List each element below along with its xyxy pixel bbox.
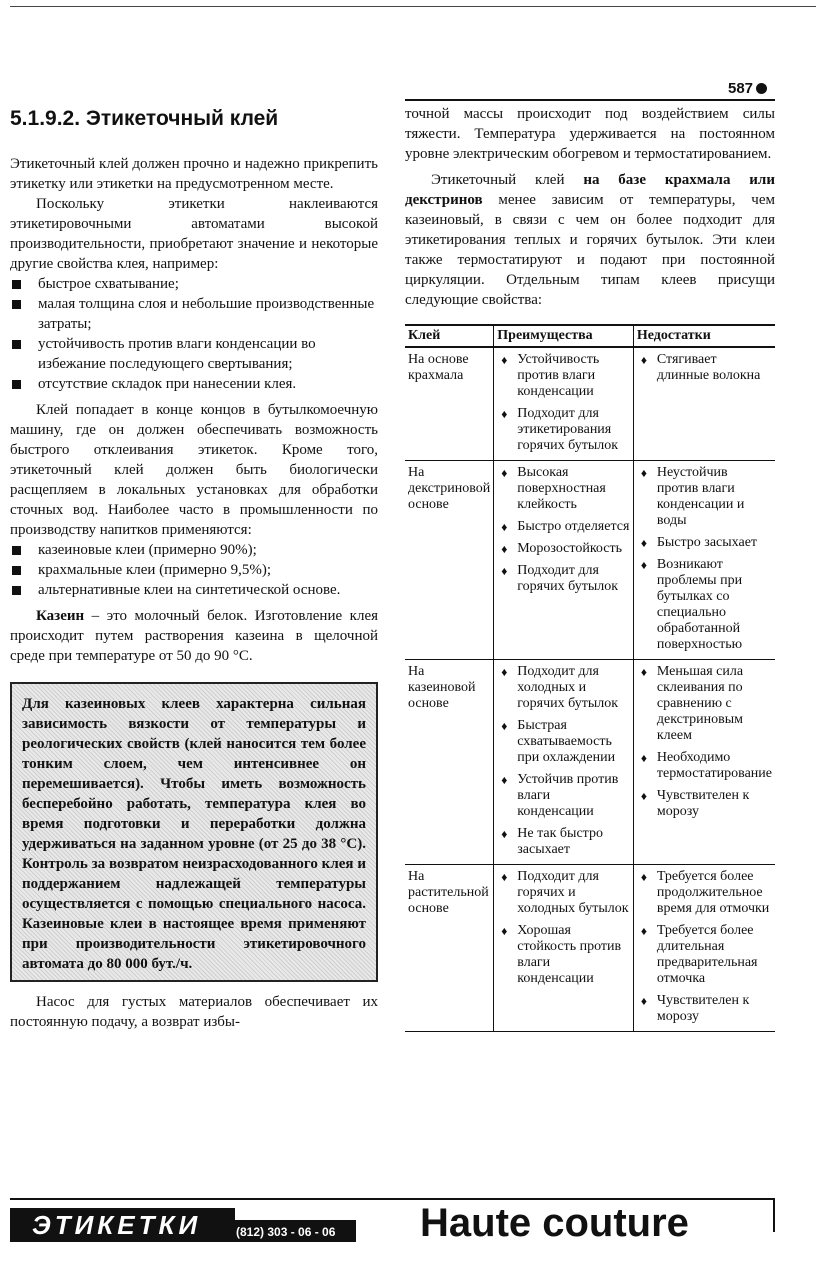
square-bullet-icon (12, 280, 21, 289)
list-item: устойчивость против влаги конденсации во избежание последующего свертывания; (10, 334, 378, 374)
paragraph: точной массы происходит под воздействием силы тяжести. Температура удерживается на постоянном уровне электрическим обогревом и термостатированием. (405, 106, 775, 162)
list-item: отсутствие складок при нанесении клея. (10, 374, 378, 394)
glue-type-cell: На основе крахмала (405, 347, 494, 461)
diamond-bullet-icon: ♦ (501, 827, 508, 841)
paragraph-starch: Этикеточный клей на базе крахмала или декстринов менее зависим от температуры, чем казеиновый, в связи с чем он более подходит для этикетирования теплых и горячих бутылок. Эти клеи также термостатируют и подают при постоянной циркуляции. Отдельным типам клеев присущи следующие свойства: (405, 172, 775, 308)
paragraph: Этикеточный клей должен прочно и надежно прикрепить этикетку или этикетки на предусмотренном месте. (10, 156, 378, 192)
table-bullet-item: ♦ Устойчивость против влаги конденсации (501, 352, 600, 399)
table-header: Недостатки (633, 325, 775, 347)
diamond-bullet-icon: ♦ (640, 353, 647, 367)
diamond-bullet-icon: ♦ (501, 773, 508, 787)
advantages-cell (494, 461, 634, 660)
footer-banner (0, 1198, 826, 1274)
paragraph: Насос для густых материалов обеспечивает их постоянную подачу, а возврат избы- (10, 994, 378, 1030)
table-bullet-item: ♦ Необходимо термостатирование (640, 750, 772, 781)
diamond-bullet-icon: ♦ (501, 520, 508, 534)
glue-types-list (10, 540, 378, 600)
square-bullet-icon (12, 380, 21, 389)
left-column (10, 104, 378, 1032)
square-bullet-icon (12, 546, 21, 555)
disadvantages-cell (633, 347, 775, 461)
diamond-bullet-icon: ♦ (501, 407, 508, 421)
diamond-bullet-icon: ♦ (501, 542, 508, 556)
diamond-bullet-icon: ♦ (640, 789, 647, 803)
table-bullet-item: ♦ Чувствителен к морозу (640, 788, 750, 819)
table-bullet-item: ♦ Быстро отделяется (501, 519, 630, 534)
table-bullet-item: ♦ Подходит для этикетирования горячих бутылок (501, 406, 619, 453)
table-bullet-item: ♦ Подходит для горячих бутылок (501, 563, 619, 594)
table-bullet-item: ♦ Стягивает длинные волокна (640, 352, 761, 383)
list-item: казеиновые клеи (примерно 90%); (10, 540, 378, 560)
footer-haute-couture: Haute couture (420, 1201, 689, 1245)
diamond-bullet-icon: ♦ (640, 870, 647, 884)
page-number: 587 (728, 80, 767, 97)
footer-brand: ЭТИКЕТКИ ОТ (10, 1208, 235, 1242)
table-bullet-item: ♦ Устойчив против влаги конденсации (501, 772, 619, 819)
table-bullet-item: ♦ Подходит для холодных и горячих бутылок (501, 664, 619, 711)
right-column (405, 104, 775, 1032)
square-bullet-icon (12, 566, 21, 575)
diamond-bullet-icon: ♦ (640, 665, 647, 679)
table-bullet-item: ♦ Высокая поверхностная клейкость (501, 465, 606, 512)
table-bullet-item: ♦ Неустойчив против влаги конденсации и воды (640, 465, 745, 528)
diamond-bullet-icon: ♦ (640, 994, 647, 1008)
diamond-bullet-icon: ♦ (501, 466, 508, 480)
table-bullet-item: ♦ Быстрая схватываемость при охлаждении (501, 718, 616, 765)
paragraph: Клей попадает в конце концов в бутылкомоечную машину, где он должен обеспечивать возможность быстрого отклеивания этикеток. Кроме того, этикеточный клей должен быть биологически расщепляем в локальных установках для обработки сточных вод. Наиболее часто в промышленности по производству напитков применяются: (10, 402, 378, 538)
top-rule (10, 6, 816, 7)
diamond-bullet-icon: ♦ (640, 558, 647, 572)
table-row (405, 865, 775, 1032)
table-bullet-item: ♦ Чувствителен к морозу (640, 993, 750, 1024)
diamond-bullet-icon: ♦ (640, 924, 647, 938)
table-row (405, 347, 775, 461)
square-bullet-icon (12, 340, 21, 349)
diamond-bullet-icon: ♦ (501, 353, 508, 367)
paragraph: Поскольку этикетки наклеиваются этикетировочными автоматами высокой производительности, приобретают значение и некоторые другие свойства клея, например: (10, 196, 378, 272)
diamond-bullet-icon: ♦ (501, 870, 508, 884)
diamond-bullet-icon: ♦ (501, 564, 508, 578)
glue-type-cell: На декстриновой основе (405, 461, 494, 660)
table-bullet-item: ♦ Не так быстро засыхает (501, 826, 603, 857)
properties-list (10, 274, 378, 394)
table-row (405, 461, 775, 660)
table-bullet-item: ♦ Возникают проблемы при бутылках со специально обработанной поверхностью (640, 557, 743, 652)
table-bullet-item: ♦ Хорошая стойкость против влаги конденсации (501, 923, 622, 986)
disadvantages-cell (633, 660, 775, 865)
table-bullet-item: ♦ Быстро засыхает (640, 535, 758, 550)
section-title: 5.1.9.2. Этикеточный клей (10, 107, 279, 130)
advantages-cell (494, 347, 634, 461)
paragraph-casein: Казеин – это молочный белок. Изготовление клея происходит путем растворения казеина в щелочной среде при температуре от 50 до 90 °С. (10, 608, 378, 664)
table-bullet-item: ♦ Требуется более длительная предварительная отмочка (640, 923, 758, 986)
diamond-bullet-icon: ♦ (501, 665, 508, 679)
table-bullet-item: ♦ Меньшая сила склеивания по сравнению с декстриновым клеем (640, 664, 744, 743)
footer-rule (773, 1198, 775, 1232)
square-bullet-icon (12, 586, 21, 595)
list-item: малая толщина слоя и небольшие производственные затраты; (10, 294, 378, 334)
glue-type-cell: На казеиновой основе (405, 660, 494, 865)
table-bullet-item: ♦ Подходит для горячих и холодных бутылок (501, 869, 629, 916)
table-header: Клей (405, 325, 494, 347)
list-item: крахмальные клеи (примерно 9,5%); (10, 560, 378, 580)
page-dot-icon (756, 83, 767, 94)
advantages-cell (494, 865, 634, 1032)
glue-type-cell: На растительной основе (405, 865, 494, 1032)
diamond-bullet-icon: ♦ (640, 751, 647, 765)
square-bullet-icon (12, 300, 21, 309)
footer-phone: (812) 303 - 06 - 06 (232, 1220, 356, 1242)
table-row (405, 660, 775, 865)
diamond-bullet-icon: ♦ (501, 719, 508, 733)
diamond-bullet-icon: ♦ (501, 924, 508, 938)
table-header: Преимущества (494, 325, 634, 347)
list-item: альтернативные клеи на синтетической основе. (10, 580, 378, 600)
diamond-bullet-icon: ♦ (640, 536, 647, 550)
shaded-note-box: Для казеиновых клеев характерна сильная зависимость вязкости от температуры и реологических свойств (клей наносится тем более тонким слоем, чем интенсивнее он перемешивается). Чтобы иметь возможность бесперебойно работать, температура клея во время подготовки и переработки должна удерживаться на заданном уровне (от 25 до 38 °С). Контроль за возвратом неизрасходованного клея и поддержанием надлежащей температуры осуществляется с помощью специального насоса. Казеиновые клеи в настоящее время применяют при производительности этикетировочного автомата до 80 000 бут./ч. (10, 682, 378, 982)
diamond-bullet-icon: ♦ (640, 466, 647, 480)
advantages-cell (494, 660, 634, 865)
table-bullet-item: ♦ Морозостойкость (501, 541, 622, 556)
glue-properties-table (405, 324, 775, 1032)
list-item: быстрое схватывание; (10, 274, 378, 294)
header-rule (405, 99, 775, 101)
disadvantages-cell (633, 461, 775, 660)
disadvantages-cell (633, 865, 775, 1032)
table-bullet-item: ♦ Требуется более продолжительное время для отмочки (640, 869, 770, 916)
